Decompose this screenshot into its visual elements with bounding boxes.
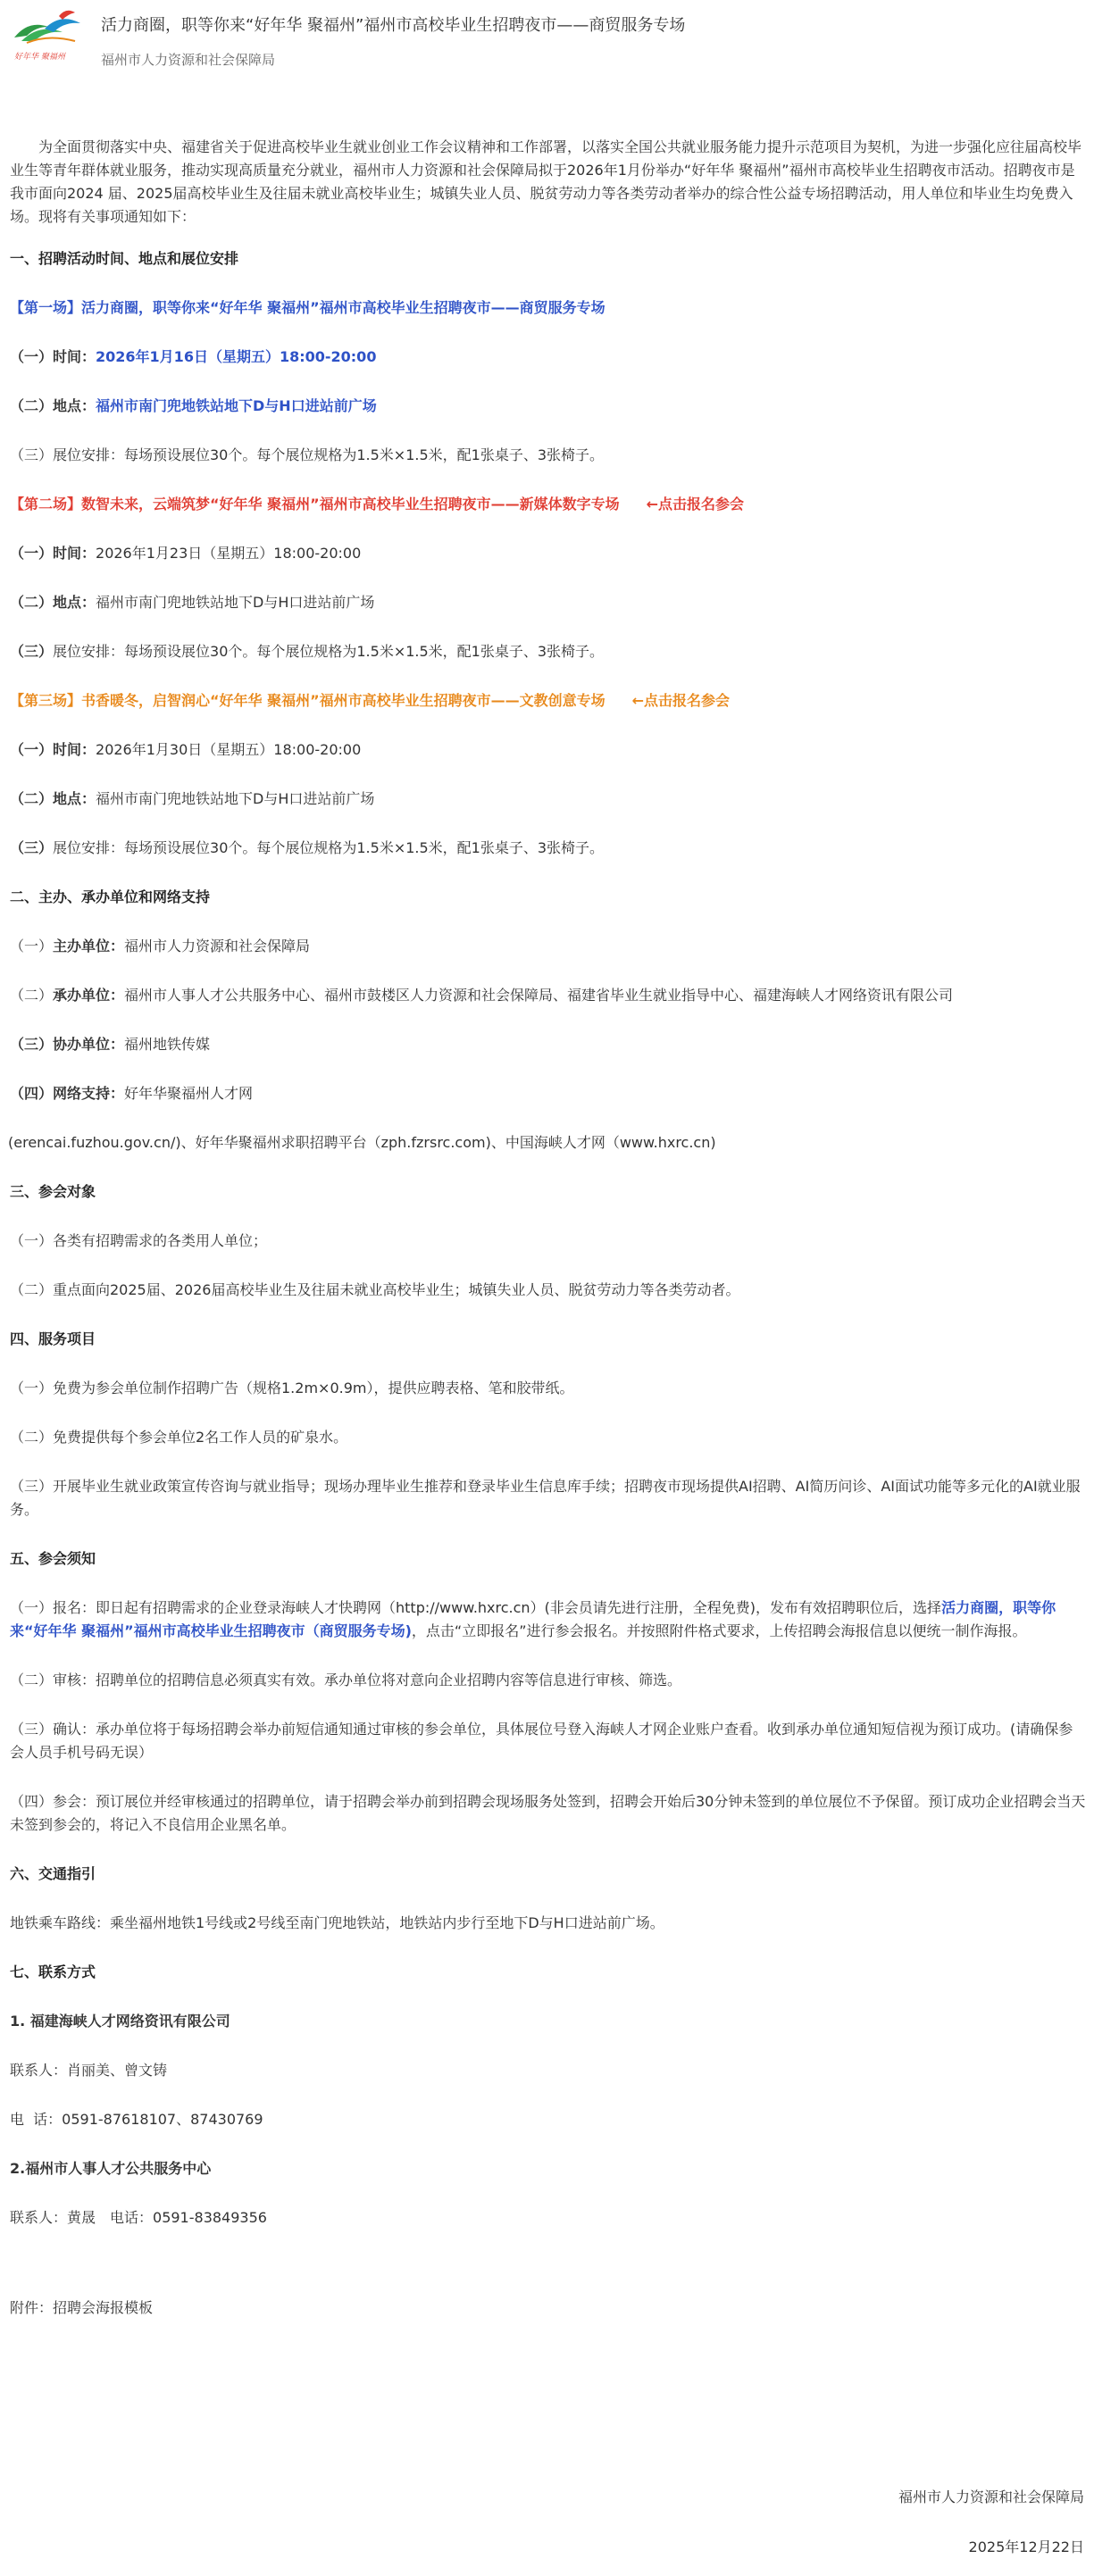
session-2-register-link[interactable]: ←点击报名参会 xyxy=(646,496,745,513)
session-1-place xyxy=(10,395,1086,418)
svg-text:好年华 聚福州: 好年华 聚福州 xyxy=(14,53,65,62)
session-3-register-link[interactable]: ←点击报名参会 xyxy=(631,692,731,709)
session-3-place xyxy=(10,788,1086,811)
notice-item-3: （三）确认：承办单位将于每场招聘会举办前短信通知通过审核的参会单位，具体展位号登入海峡人才网企业账户查看。收到承办单位通知短信视为预订成功。(请确保参会人员手机号码无误） xyxy=(10,1721,1073,1761)
place-label: （二）地点： xyxy=(10,594,96,611)
section-1-heading: 一、招聘活动时间、地点和展位安排 xyxy=(10,250,239,267)
session-1-booth: （三）展位安排：每场预设展位30个。每个展位规格为1.5米×1.5米，配1张桌子、3张椅子。 xyxy=(10,446,605,463)
session-2-place xyxy=(10,591,1086,614)
fuzhou-logo-icon xyxy=(9,7,84,70)
co-organizer-label: （三）协办单位： xyxy=(10,1036,125,1053)
organizer-value: 福州市人事人才公共服务中心、福州市鼓楼区人力资源和社会保障局、福建省毕业生就业指导中心、福建海峡人才网络资讯有限公司 xyxy=(124,987,954,1004)
host-row xyxy=(10,935,1086,958)
time-value: 2026年1月30日（星期五）18:00-20:00 xyxy=(96,741,362,758)
article-body xyxy=(10,89,1086,2320)
booth-label: （三） xyxy=(10,839,54,856)
place-value: 福州市南门兜地铁站地下D与H口进站前广场 xyxy=(96,790,375,807)
organizer-row xyxy=(10,984,1086,1007)
fair-highlight: 活力商圈，职等你来“好年华 聚福州”福州市高校毕业生招聘夜市（商贸服务专场) xyxy=(10,1599,1056,1639)
audience-item-1: （一）各类有招聘需求的各类用人单位； xyxy=(10,1232,268,1249)
session-2-title: 【第二场】数智未来，云端筑梦“好年华 聚福州”福州市高校毕业生招聘夜市——新媒体数字专场 xyxy=(10,496,620,513)
network-sites: (erencai.fuzhou.gov.cn/)、好年华聚福州求职招聘平台（zph.fzrsrc.com)、中国海峡人才网（www.hxrc.cn) xyxy=(8,1134,716,1151)
host-value: 福州市人力资源和社会保障局 xyxy=(124,938,311,955)
notice-item-2: （二）审核：招聘单位的招聘信息必须真实有效。承办单位将对意向企业招聘内容等信息进行审核、筛选。 xyxy=(10,1671,682,1688)
time-label: （一）时间： xyxy=(10,348,96,365)
organizer-label: 承办单位： xyxy=(53,987,125,1004)
session-3-title-row xyxy=(10,689,1086,713)
publisher-name: 福州市人力资源和社会保障局 xyxy=(101,52,276,68)
co-organizer-row xyxy=(10,1033,1086,1056)
session-1-time xyxy=(10,346,1086,369)
session-2-booth xyxy=(10,640,1086,663)
place-label: （二）地点： xyxy=(10,790,96,807)
session-3-title: 【第三场】书香暖冬，启智润心“好年华 聚福州”福州市高校毕业生招聘夜市——文教创意专场 xyxy=(10,692,605,709)
contact-person-2: 联系人：黄晟 xyxy=(10,2209,96,2226)
booth-value: 展位安排：每场预设展位30个。每个展位规格为1.5米×1.5米，配1张桌子、3张椅子。 xyxy=(53,839,605,856)
network-row xyxy=(10,1082,1086,1105)
audience-item-2: （二）重点面向2025届、2026届高校毕业生及往届未就业高校毕业生；城镇失业人员、脱贫劳动力等各类劳动者。 xyxy=(10,1281,740,1298)
contact-org-2: 2.福州市人事人才公共服务中心 xyxy=(10,2160,212,2177)
section-7-heading: 七、联系方式 xyxy=(10,1963,96,1980)
time-value: 2026年1月16日（星期五）18:00-20:00 xyxy=(96,348,377,365)
service-item-1: （一）免费为参会单位制作招聘广告（规格1.2m×0.9m），提供应聘表格、笔和胶带纸。 xyxy=(10,1380,574,1396)
session-1-title: 【第一场】活力商圈，职等你来“好年华 聚福州”福州市高校毕业生招聘夜市——商贸服务专场 xyxy=(10,299,605,316)
notice-item-1 xyxy=(10,1596,1086,1643)
place-label: （二）地点： xyxy=(10,397,96,414)
section-4-heading: 四、服务项目 xyxy=(10,1330,96,1347)
network-label: （四）网络支持： xyxy=(10,1085,125,1102)
contact-org-1: 1. 福建海峡人才网络资讯有限公司 xyxy=(10,2013,230,2030)
footer-date: 2025年12月22日 xyxy=(968,2538,1084,2555)
host-prefix: （一） xyxy=(10,938,54,955)
page-title: 活力商圈，职等你来“好年华 聚福州”福州市高校毕业生招聘夜市——商贸服务专场 xyxy=(101,16,686,35)
place-value: 福州市南门兜地铁站地下D与H口进站前广场 xyxy=(96,397,377,414)
section-5-heading: 五、参会须知 xyxy=(10,1550,96,1567)
notice-item-1-b: ）(非会员请先进行注册，全程免费)，发布有效招聘职位后，选择 xyxy=(530,1599,942,1616)
notice-item-4: （四）参会：预订展位并经审核通过的招聘单位，请于招聘会举办前到招聘会现场服务处签到，招聘会开始后30分钟未签到的单位展位不予保留。预订成功企业招聘会当天未签到参会的，将记入不良信用企业黑名单。 xyxy=(10,1793,1086,1833)
service-item-3: （三）开展毕业生就业政策宣传咨询与就业指导；现场办理毕业生推荐和登录毕业生信息库手续；招聘夜市现场提供AI招聘、AI简历问诊、AI面试功能等多元化的AI就业服务。 xyxy=(10,1478,1081,1518)
session-2-title-row xyxy=(10,493,1086,516)
network-value: 好年华聚福州人才网 xyxy=(124,1085,254,1102)
section-6-heading: 六、交通指引 xyxy=(10,1865,96,1882)
contact-person-2-row xyxy=(10,2206,1086,2230)
place-value: 福州市南门兜地铁站地下D与H口进站前广场 xyxy=(96,594,375,611)
footer-organization: 福州市人力资源和社会保障局 xyxy=(898,2488,1084,2505)
notice-item-1-a: （一）报名：即日起有招聘需求的企业登录海峡人才快聘网（ xyxy=(10,1599,397,1616)
session-3-booth xyxy=(10,837,1086,860)
contact-phone-2: 电话：0591-83849356 xyxy=(110,2209,267,2226)
time-label: （一）时间： xyxy=(10,741,96,758)
notice-item-1-c: ，点击“立即报名”进行参会报名。并按照附件格式要求，上传招聘会海报信息以便统一制作海报。 xyxy=(411,1622,1027,1639)
attachment-link[interactable]: 附件：招聘会海报模板 xyxy=(10,2299,154,2316)
session-2-time xyxy=(10,542,1086,565)
section-2-heading: 二、主办、承办单位和网络支持 xyxy=(10,888,211,905)
contact-person-1: 联系人：肖丽美、曾文铸 xyxy=(10,2062,168,2079)
organizer-prefix: （二） xyxy=(10,987,54,1004)
transport-text: 地铁乘车路线：乘坐福州地铁1号线或2号线至南门兜地铁站，地铁站内步行至地下D与H口进站前广场。 xyxy=(10,1914,664,1931)
time-value: 2026年1月23日（星期五）18:00-20:00 xyxy=(96,545,362,562)
co-organizer-value: 福州地铁传媒 xyxy=(124,1036,211,1053)
booth-value: 展位安排：每场预设展位30个。每个展位规格为1.5米×1.5米，配1张桌子、3张椅子。 xyxy=(53,643,605,660)
hxrc-link[interactable]: http://www.hxrc.cn xyxy=(396,1599,530,1616)
session-3-time xyxy=(10,738,1086,762)
time-label: （一）时间： xyxy=(10,545,96,562)
section-3-heading: 三、参会对象 xyxy=(10,1183,96,1200)
service-item-2: （二）免费提供每个参会单位2名工作人员的矿泉水。 xyxy=(10,1429,348,1446)
host-label: 主办单位： xyxy=(53,938,125,955)
page-header xyxy=(0,0,1094,80)
intro-paragraph: 为全面贯彻落实中央、福建省关于促进高校毕业生就业创业工作会议精神和工作部署，以落实全国公共就业服务能力提升示范项目为契机，为进一步强化应往届高校毕业生等青年群体就业服务，推动实现高质量充分就业，福州市人力资源和社会保障局拟于2026年1月份举办“好年华 聚福州”福州市高校毕业生招聘夜市活动。招聘夜市是我市面向2024 届、2025届高校毕业生及往届未就业高校毕业生；城镇失业人员、脱贫劳动力等各类劳动者举办的综合性公益专场招聘活动，用人单位和毕业生均免费入场。现将有关事项通知如下： xyxy=(10,138,1082,225)
booth-label: （三） xyxy=(10,643,54,660)
contact-phone-1: 电 话：0591-87618107、87430769 xyxy=(10,2111,263,2128)
